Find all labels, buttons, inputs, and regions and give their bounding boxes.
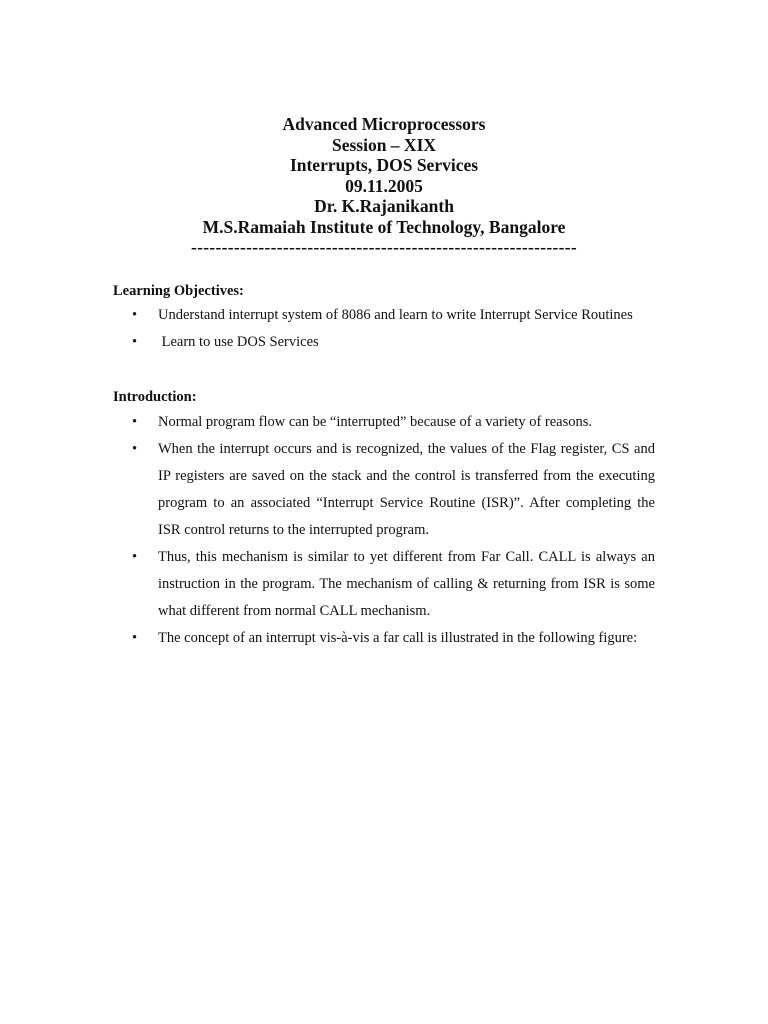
- list-item-text: Thus, this mechanism is similar to yet different from Far Call. CALL is always an instruction in the program. The mechanism of calling & returning from ISR is some what different from normal CALL mechanism.: [158, 549, 655, 619]
- bullet-icon: •: [132, 307, 138, 323]
- introduction-list: [113, 409, 655, 652]
- course-title: Advanced Microprocessors: [282, 114, 486, 134]
- bullet-icon: •: [132, 549, 138, 565]
- author-name: Dr. K.Rajanikanth: [314, 196, 454, 216]
- learning-objectives-list: [113, 302, 655, 356]
- bullet-icon: •: [132, 334, 138, 350]
- session-date: 09.11.2005: [345, 175, 423, 196]
- bullet-icon: •: [132, 630, 138, 646]
- document-header: [0, 114, 768, 258]
- list-item-text: Understand interrupt system of 8086 and learn to write Interrupt Service Routines: [158, 307, 633, 323]
- list-item: [113, 544, 655, 625]
- institute-name: M.S.Ramaiah Institute of Technology, Bangalore: [202, 216, 566, 237]
- session-number: Session – XIX: [331, 134, 437, 155]
- list-item: [113, 436, 655, 544]
- header-separator: ---------------------------------------------------------------: [190, 237, 578, 257]
- list-item-text: The concept of an interrupt vis-à-vis a far call is illustrated in the following figure:: [158, 630, 638, 646]
- list-item: [113, 302, 655, 329]
- session-topic: Interrupts, DOS Services: [289, 155, 479, 175]
- list-item: [113, 625, 655, 652]
- list-item-text: Learn to use DOS Services: [158, 334, 319, 350]
- list-item-text: When the interrupt occurs and is recognized, the values of the Flag register, CS and IP registers are saved on the stack and the control is transferred from the executing program to an associated “Interrupt Service Routine (ISR)”. After completing the ISR control returns to the interrupted program.: [158, 441, 655, 538]
- list-item: [113, 329, 655, 356]
- list-item: [113, 409, 655, 436]
- bullet-icon: •: [132, 414, 138, 430]
- introduction-heading: Introduction:: [113, 389, 197, 405]
- list-item-text: Normal program flow can be “interrupted” because of a variety of reasons.: [158, 414, 593, 430]
- learning-objectives-heading: Learning Objectives:: [113, 283, 244, 299]
- bullet-icon: •: [132, 441, 138, 457]
